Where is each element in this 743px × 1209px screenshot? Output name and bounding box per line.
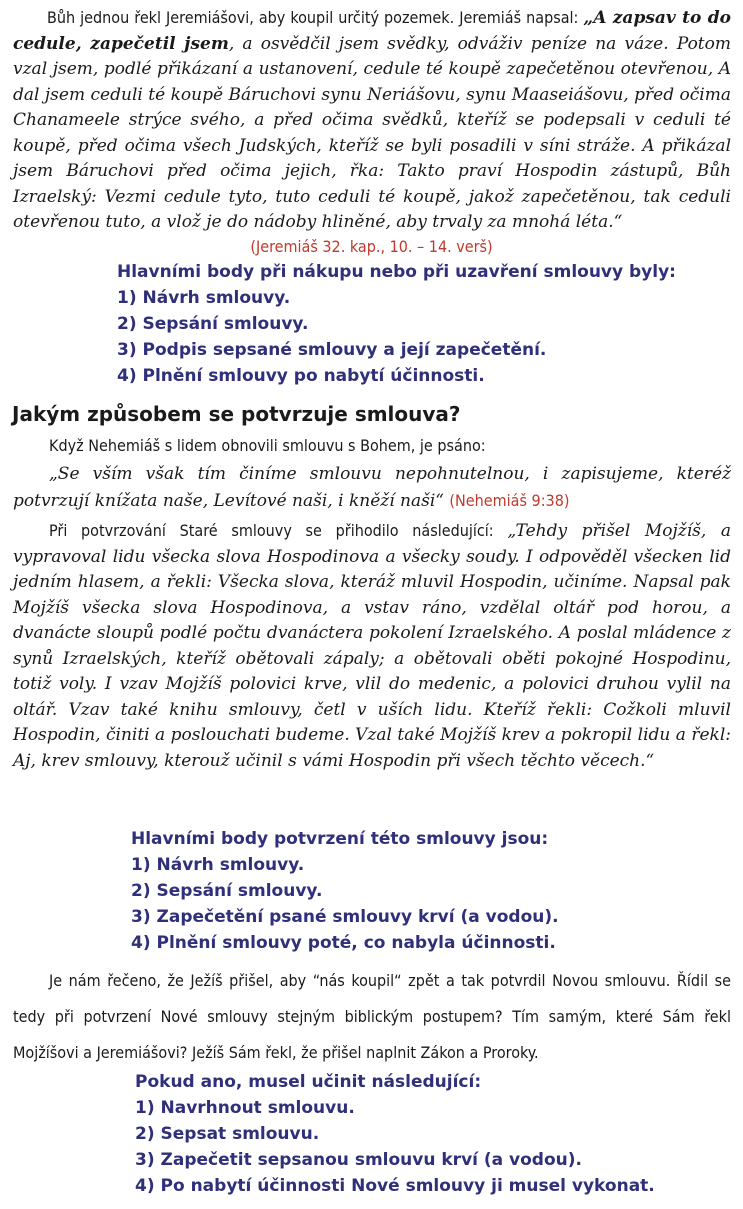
paragraph-jeremiah: [13, 5, 731, 236]
list-item: 4) Po nabytí účinnosti Nové smlouvy ji musel vykonat.: [135, 1176, 655, 1196]
intro-text: Při potvrzování Staré smlouvy se přihodilo následující:: [49, 521, 508, 540]
list-heading: Hlavními body při nákupu nebo při uzavření smlouvy byly:: [117, 262, 676, 282]
intro-text: Bůh jednou řekl Jeremiášovi, aby koupil určitý pozemek. Jeremiáš napsal:: [47, 8, 584, 27]
reference-nehemiah: (Nehemiáš 9:38): [449, 490, 570, 510]
quote-text: , a osvědčil jsem svědky, odváživ peníze na váze. Potom vzal jsem, podlé přikázaní a ustanovení, cedule té koupě zapečetěnou otevřenou, A dal jsem ceduli té koupě Báruchovi synu Neriášovu, synu Maaseiášovu, před očima Chanameele strýce svého, a před očima svědků, kteříž se podepsali v ceduli té koupě, před očima všech Judských, kteříž se byli posadili v síni stráže. A přikázal jsem Báruchovi před očima jejich, řka: Takto praví Hospodin zástupů, Bůh Izraelský: Vezmi cedule tyto, tuto ceduli té koupě, jakož zapečetěnou, tak ceduli otevřenou tuto, a vlož je do nádoby hliněné, aby trvaly za mnohá léta.“: [13, 33, 731, 232]
list-item: 1) Návrh smlouvy.: [117, 288, 291, 308]
paragraph-nehemiah: Když Nehemiáš s lidem obnovili smlouvu s Bohem, je psáno:: [49, 436, 486, 455]
list-confirmation-points: [131, 826, 559, 956]
list-purchase-points: [117, 259, 676, 389]
list-heading: Hlavními body potvrzení této smlouvy jsou:: [131, 829, 549, 849]
quote-bold: „A zapsav to do cedule, zapečetil jsem: [13, 8, 731, 54]
list-item: 3) Podpis sepsané smlouvy a její zapečetění.: [117, 340, 547, 360]
list-item: 4) Plnění smlouvy po nabytí účinnosti.: [117, 366, 485, 386]
list-item: 1) Navrhnout smlouvu.: [135, 1098, 355, 1118]
list-item: 2) Sepsání smlouvy.: [131, 881, 323, 901]
paragraph-jesus: Je nám řečeno, že Ježíš přišel, aby “nás koupil“ zpět a tak potvrdil Novou smlouvu. Řídil se tedy při potvrzení Nové smlouvy stejným biblickým postupem? Tím samým, které Sám řekl Mojžíšovi a Jeremiášovi? Ježíš Sám řekl, že přišel naplnit Zákon a Proroky.: [13, 971, 731, 1062]
list-item: 3) Zapečetit sepsanou smlouvu krví (a vodou).: [135, 1150, 582, 1170]
list-item: 4) Plnění smlouvy poté, co nabyla účinnosti.: [131, 933, 556, 953]
paragraph-nehemiah-quote: [13, 462, 731, 514]
list-item: 1) Návrh smlouvy.: [131, 855, 305, 875]
list-item: 2) Sepsat smlouvu.: [135, 1124, 320, 1144]
quote-text: „Se vším však tím činíme smlouvu nepohnutelnou, i zapisujeme, kteréž potvrzují knížata naše, Levítové naši, i kněží naši“: [13, 464, 731, 511]
quote-text: „Tehdy přišel Mojžíš, a vypravoval lidu všecka slova Hospodinova a všecky soudy. I odpověděl všecken lid jedním hlasem, a řekli: Všecka slova, kteráž mluvil Hospodin, učiníme. Napsal pak Mojžíš všecka slova Hospodinova, a vstav ráno, vzdělal oltář pod horou, a dvanácte sloupů podlé počtu dvanáctera pokolení Izraelského. A poslal mládence z synů Izraelských, kteříž obětovali zápaly; a obětovali oběti pokojné Hospodinu, totiž voly. I vzav Mojžíš polovici krve, vlil do medenic, a polovici druhou vylil na oltář. Vzav také knihu smlouvy, četl v uších lidu. Kteříž řekli: Cožkoli mluvil Hospodin, činiti a poslouchati budeme. Vzal také Mojžíš krev a pokropil lidu a řekl: Aj, krev smlouvy, kterouž učinil s vámi Hospodin při všech těchto věcech.“: [13, 521, 731, 771]
paragraph-moses: [13, 518, 731, 774]
list-item: 2) Sepsání smlouvy.: [117, 314, 309, 334]
list-item: 3) Zapečetění psané smlouvy krví (a vodou).: [131, 907, 559, 927]
list-new-covenant-points: [135, 1069, 655, 1199]
section-heading: Jakým způsobem se potvrzuje smlouva?: [12, 402, 461, 426]
list-heading: Pokud ano, musel učinit následující:: [135, 1072, 482, 1092]
reference-jeremiah: (Jeremiáš 32. kap., 10. – 14. verš): [250, 237, 493, 256]
